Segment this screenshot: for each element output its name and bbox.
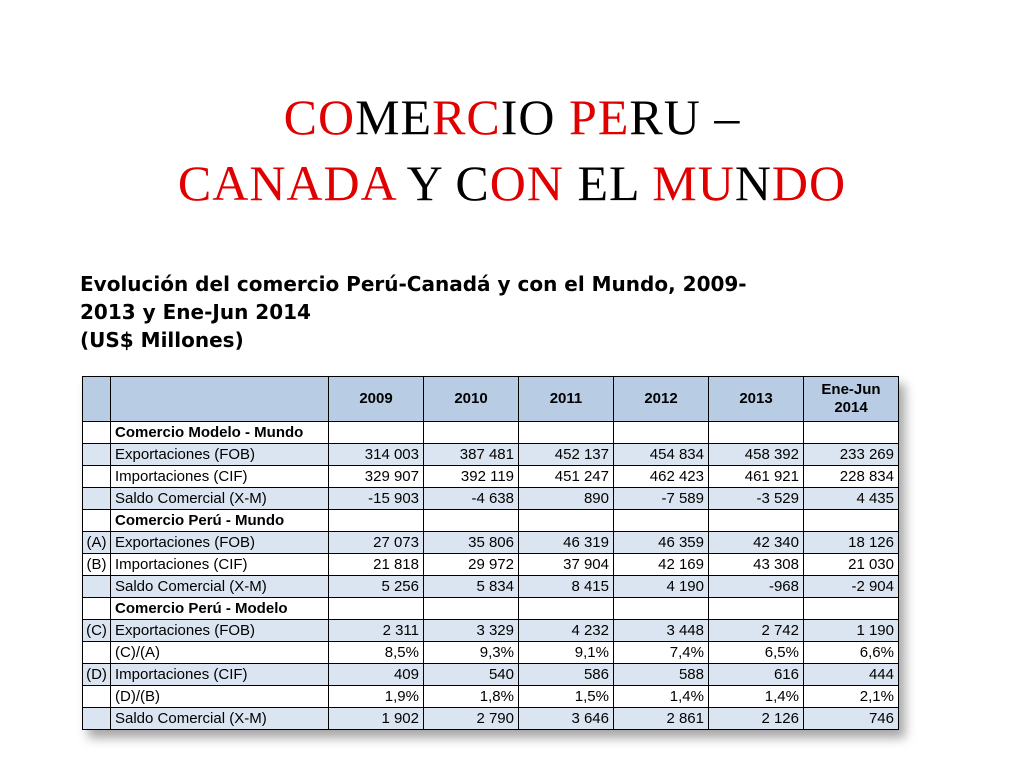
row-value: 2,1% bbox=[804, 686, 899, 708]
row-value bbox=[329, 598, 424, 620]
header-ene-jun-2014: Ene-Jun 2014 bbox=[804, 377, 899, 422]
row-value bbox=[424, 422, 519, 444]
table-section-row bbox=[83, 598, 899, 620]
table-body bbox=[83, 422, 899, 730]
header-code-cell bbox=[83, 377, 111, 422]
row-value: 314 003 bbox=[329, 444, 424, 466]
trade-table bbox=[82, 376, 899, 730]
table-row bbox=[83, 444, 899, 466]
row-code: (D) bbox=[83, 664, 111, 686]
row-label: Importaciones (CIF) bbox=[111, 554, 329, 576]
row-code bbox=[83, 510, 111, 532]
header-2010: 2010 bbox=[424, 377, 519, 422]
table-section-row bbox=[83, 422, 899, 444]
row-value: 29 972 bbox=[424, 554, 519, 576]
row-value bbox=[424, 598, 519, 620]
title-segment: DA bbox=[323, 155, 396, 211]
row-value: 1,4% bbox=[614, 686, 709, 708]
row-value bbox=[614, 510, 709, 532]
header-2009: 2009 bbox=[329, 377, 424, 422]
row-value: 387 481 bbox=[424, 444, 519, 466]
row-value: 4 232 bbox=[519, 620, 614, 642]
row-value: 1,4% bbox=[709, 686, 804, 708]
header-2013: 2013 bbox=[709, 377, 804, 422]
row-value: 454 834 bbox=[614, 444, 709, 466]
row-value: -968 bbox=[709, 576, 804, 598]
row-value: 42 169 bbox=[614, 554, 709, 576]
row-value: 1 902 bbox=[329, 708, 424, 730]
row-value: 444 bbox=[804, 664, 899, 686]
row-value: -7 589 bbox=[614, 488, 709, 510]
row-value: -15 903 bbox=[329, 488, 424, 510]
table-row bbox=[83, 642, 899, 664]
row-code bbox=[83, 598, 111, 620]
row-value bbox=[424, 510, 519, 532]
table-row bbox=[83, 708, 899, 730]
title-segment: IO bbox=[500, 89, 570, 145]
row-value: 9,3% bbox=[424, 642, 519, 664]
row-label: Importaciones (CIF) bbox=[111, 664, 329, 686]
row-label: Exportaciones (FOB) bbox=[111, 532, 329, 554]
row-label: Comercio Perú - Mundo bbox=[111, 510, 329, 532]
row-value bbox=[709, 510, 804, 532]
row-value: 8 415 bbox=[519, 576, 614, 598]
row-value: 233 269 bbox=[804, 444, 899, 466]
row-code: (B) bbox=[83, 554, 111, 576]
title-segment: ON bbox=[489, 155, 564, 211]
header-2012: 2012 bbox=[614, 377, 709, 422]
row-value: -3 529 bbox=[709, 488, 804, 510]
caption-line-3: (US$ Millones) bbox=[80, 328, 244, 352]
title-segment: C bbox=[455, 155, 490, 211]
row-value: 588 bbox=[614, 664, 709, 686]
row-value: 46 359 bbox=[614, 532, 709, 554]
row-value: 1,8% bbox=[424, 686, 519, 708]
table-row bbox=[83, 554, 899, 576]
row-code bbox=[83, 576, 111, 598]
row-value: 8,5% bbox=[329, 642, 424, 664]
row-value: 9,1% bbox=[519, 642, 614, 664]
row-value: -4 638 bbox=[424, 488, 519, 510]
row-label: Importaciones (CIF) bbox=[111, 466, 329, 488]
row-value: 586 bbox=[519, 664, 614, 686]
row-label: Saldo Comercial (X-M) bbox=[111, 576, 329, 598]
row-value bbox=[519, 422, 614, 444]
row-value: 2 126 bbox=[709, 708, 804, 730]
row-label: Exportaciones (FOB) bbox=[111, 444, 329, 466]
table-row bbox=[83, 664, 899, 686]
row-value: 462 423 bbox=[614, 466, 709, 488]
row-value: 4 435 bbox=[804, 488, 899, 510]
title-segment: RC bbox=[432, 89, 501, 145]
row-code bbox=[83, 444, 111, 466]
row-value bbox=[804, 422, 899, 444]
row-value: 540 bbox=[424, 664, 519, 686]
title-segment: CANA bbox=[177, 155, 324, 211]
row-code: (C) bbox=[83, 620, 111, 642]
row-value: 18 126 bbox=[804, 532, 899, 554]
title-line-1 bbox=[0, 84, 1024, 150]
trade-table-container bbox=[82, 376, 899, 730]
table-caption bbox=[80, 270, 920, 354]
row-value bbox=[614, 422, 709, 444]
row-code bbox=[83, 422, 111, 444]
row-code bbox=[83, 466, 111, 488]
row-value: 35 806 bbox=[424, 532, 519, 554]
row-value: 3 448 bbox=[614, 620, 709, 642]
row-value: 2 742 bbox=[709, 620, 804, 642]
table-row bbox=[83, 686, 899, 708]
row-value bbox=[709, 422, 804, 444]
row-code: (A) bbox=[83, 532, 111, 554]
table-row bbox=[83, 488, 899, 510]
slide-title bbox=[0, 84, 1024, 216]
row-value: 42 340 bbox=[709, 532, 804, 554]
row-code bbox=[83, 708, 111, 730]
header-2011: 2011 bbox=[519, 377, 614, 422]
title-segment: ME bbox=[355, 89, 433, 145]
row-value: 1,5% bbox=[519, 686, 614, 708]
row-value bbox=[519, 510, 614, 532]
row-label: Saldo Comercial (X-M) bbox=[111, 708, 329, 730]
row-value bbox=[804, 598, 899, 620]
row-value: -2 904 bbox=[804, 576, 899, 598]
row-value bbox=[329, 422, 424, 444]
row-value: 37 904 bbox=[519, 554, 614, 576]
title-line-2 bbox=[0, 150, 1024, 216]
row-label: Exportaciones (FOB) bbox=[111, 620, 329, 642]
row-value: 451 247 bbox=[519, 466, 614, 488]
row-label: Comercio Modelo - Mundo bbox=[111, 422, 329, 444]
title-segment: RU – bbox=[629, 89, 741, 145]
table-row bbox=[83, 620, 899, 642]
row-value: 5 256 bbox=[329, 576, 424, 598]
row-value: 329 907 bbox=[329, 466, 424, 488]
table-section-row bbox=[83, 510, 899, 532]
row-value: 2 790 bbox=[424, 708, 519, 730]
row-value: 2 311 bbox=[329, 620, 424, 642]
title-segment: Y bbox=[395, 155, 456, 211]
row-value: 228 834 bbox=[804, 466, 899, 488]
row-value: 1,9% bbox=[329, 686, 424, 708]
row-value: 21 030 bbox=[804, 554, 899, 576]
row-value: 6,5% bbox=[709, 642, 804, 664]
row-value: 746 bbox=[804, 708, 899, 730]
title-segment: PE bbox=[569, 89, 630, 145]
table-row bbox=[83, 576, 899, 598]
row-value: 4 190 bbox=[614, 576, 709, 598]
row-value bbox=[329, 510, 424, 532]
row-value bbox=[614, 598, 709, 620]
row-value: 5 834 bbox=[424, 576, 519, 598]
row-value: 890 bbox=[519, 488, 614, 510]
row-label: (C)/(A) bbox=[111, 642, 329, 664]
title-segment: MU bbox=[652, 155, 735, 211]
row-value: 458 392 bbox=[709, 444, 804, 466]
table-row bbox=[83, 532, 899, 554]
row-code bbox=[83, 686, 111, 708]
row-value: 43 308 bbox=[709, 554, 804, 576]
table-row bbox=[83, 466, 899, 488]
row-value: 27 073 bbox=[329, 532, 424, 554]
row-value: 21 818 bbox=[329, 554, 424, 576]
row-value: 2 861 bbox=[614, 708, 709, 730]
row-value: 46 319 bbox=[519, 532, 614, 554]
row-value: 6,6% bbox=[804, 642, 899, 664]
row-value: 3 646 bbox=[519, 708, 614, 730]
row-label: Saldo Comercial (X-M) bbox=[111, 488, 329, 510]
row-value: 409 bbox=[329, 664, 424, 686]
header-label-cell bbox=[111, 377, 329, 422]
title-segment: EL bbox=[564, 155, 653, 211]
row-value: 461 921 bbox=[709, 466, 804, 488]
row-value: 452 137 bbox=[519, 444, 614, 466]
row-value: 392 119 bbox=[424, 466, 519, 488]
caption-line-2: 2013 y Ene-Jun 2014 bbox=[80, 300, 311, 324]
row-value: 616 bbox=[709, 664, 804, 686]
row-label: Comercio Perú - Modelo bbox=[111, 598, 329, 620]
title-segment: CO bbox=[283, 89, 356, 145]
row-code bbox=[83, 488, 111, 510]
row-value bbox=[804, 510, 899, 532]
row-value bbox=[519, 598, 614, 620]
row-value: 3 329 bbox=[424, 620, 519, 642]
row-value: 1 190 bbox=[804, 620, 899, 642]
row-code bbox=[83, 642, 111, 664]
row-label: (D)/(B) bbox=[111, 686, 329, 708]
row-value bbox=[709, 598, 804, 620]
table-header-row bbox=[83, 377, 899, 422]
caption-line-1: Evolución del comercio Perú-Canadá y con el Mundo, 2009- bbox=[80, 272, 747, 296]
title-segment: DO bbox=[771, 155, 847, 211]
title-segment: N bbox=[734, 155, 772, 211]
row-value: 7,4% bbox=[614, 642, 709, 664]
